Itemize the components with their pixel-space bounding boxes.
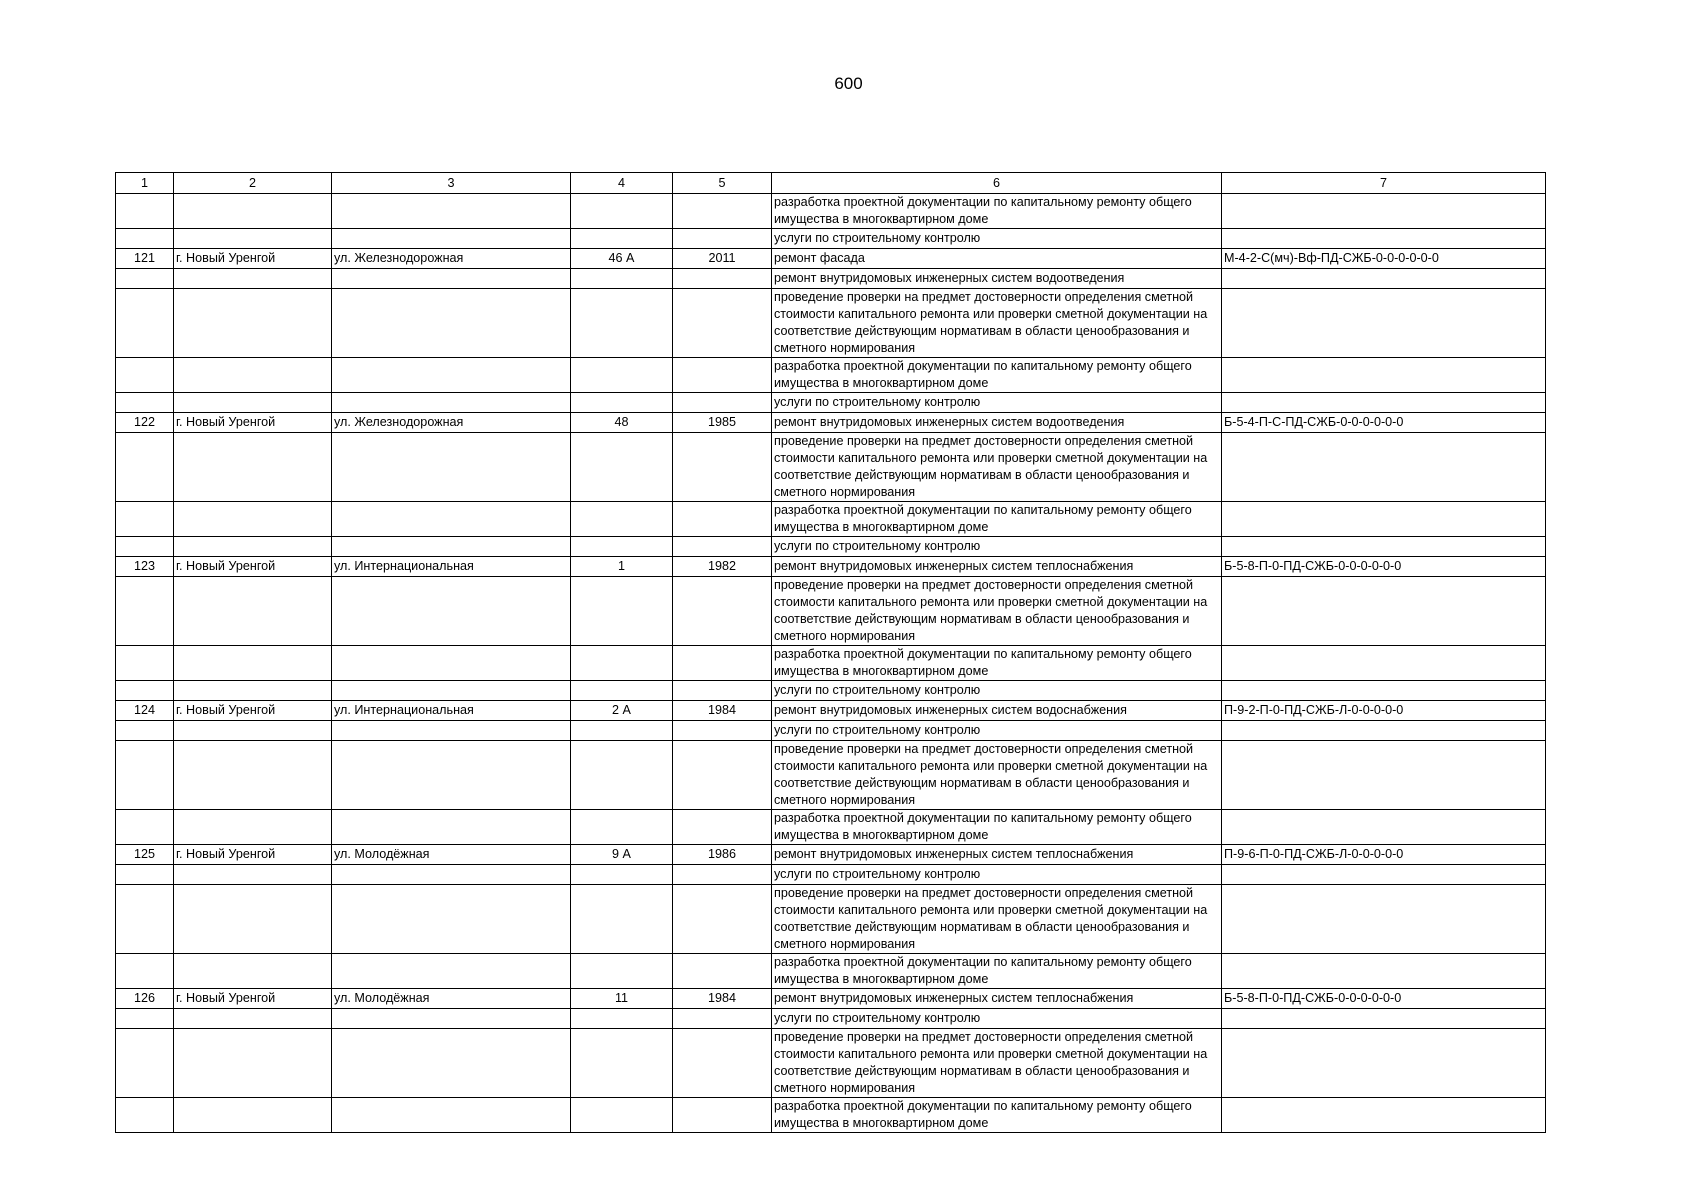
build-year-cell <box>673 1029 772 1098</box>
house-number-cell <box>571 1098 673 1133</box>
row-number-cell: 125 <box>116 845 174 865</box>
street-cell <box>332 502 571 537</box>
city-cell: г. Новый Уренгой <box>174 249 332 269</box>
street-cell: ул. Интернациональная <box>332 701 571 721</box>
street-cell: ул. Интернациональная <box>332 557 571 577</box>
work-type-cell: услуги по строительному контролю <box>772 537 1222 557</box>
table-row <box>116 1098 1546 1133</box>
building-code-cell <box>1222 681 1546 701</box>
street-cell <box>332 289 571 358</box>
table-row <box>116 681 1546 701</box>
city-cell <box>174 721 332 741</box>
table-row <box>116 229 1546 249</box>
city-cell <box>174 865 332 885</box>
row-number-cell <box>116 537 174 557</box>
city-cell <box>174 885 332 954</box>
row-number-cell <box>116 229 174 249</box>
table-row <box>116 413 1546 433</box>
build-year-cell: 1982 <box>673 557 772 577</box>
table-row <box>116 194 1546 229</box>
row-number-cell: 126 <box>116 989 174 1009</box>
street-cell <box>332 1009 571 1029</box>
building-code-cell <box>1222 194 1546 229</box>
work-type-cell: разработка проектной документации по капитальному ремонту общего имущества в многоквартирном доме <box>772 810 1222 845</box>
table-row <box>116 1009 1546 1029</box>
city-cell <box>174 229 332 249</box>
work-type-cell: разработка проектной документации по капитальному ремонту общего имущества в многоквартирном доме <box>772 646 1222 681</box>
house-number-cell <box>571 537 673 557</box>
city-cell: г. Новый Уренгой <box>174 701 332 721</box>
house-number-cell <box>571 954 673 989</box>
street-cell <box>332 1029 571 1098</box>
row-number-cell <box>116 269 174 289</box>
city-cell <box>174 1029 332 1098</box>
work-type-cell: услуги по строительному контролю <box>772 865 1222 885</box>
work-type-cell: разработка проектной документации по капитальному ремонту общего имущества в многоквартирном доме <box>772 1098 1222 1133</box>
house-number-cell <box>571 865 673 885</box>
column-number: 7 <box>1222 173 1546 194</box>
work-type-cell: ремонт внутридомовых инженерных систем водоотведения <box>772 269 1222 289</box>
street-cell <box>332 865 571 885</box>
work-type-cell: услуги по строительному контролю <box>772 229 1222 249</box>
building-code-cell: Б-5-8-П-0-ПД-СЖБ-0-0-0-0-0-0 <box>1222 989 1546 1009</box>
table-body <box>116 173 1546 1133</box>
city-cell: г. Новый Уренгой <box>174 413 332 433</box>
work-type-cell: разработка проектной документации по капитальному ремонту общего имущества в многоквартирном доме <box>772 502 1222 537</box>
city-cell <box>174 433 332 502</box>
work-type-cell: ремонт внутридомовых инженерных систем теплоснабжения <box>772 989 1222 1009</box>
street-cell <box>332 810 571 845</box>
street-cell <box>332 433 571 502</box>
row-number-cell <box>116 885 174 954</box>
building-code-cell: Б-5-4-П-С-ПД-СЖБ-0-0-0-0-0-0 <box>1222 413 1546 433</box>
build-year-cell <box>673 537 772 557</box>
row-number-cell <box>116 433 174 502</box>
table-row <box>116 865 1546 885</box>
building-code-cell <box>1222 269 1546 289</box>
street-cell <box>332 954 571 989</box>
build-year-cell: 1984 <box>673 989 772 1009</box>
house-number-cell <box>571 577 673 646</box>
table-row <box>116 885 1546 954</box>
build-year-cell <box>673 393 772 413</box>
row-number-cell <box>116 721 174 741</box>
work-type-cell: ремонт внутридомовых инженерных систем теплоснабжения <box>772 845 1222 865</box>
building-code-cell <box>1222 646 1546 681</box>
row-number-cell <box>116 194 174 229</box>
building-code-cell <box>1222 433 1546 502</box>
work-type-cell: разработка проектной документации по капитальному ремонту общего имущества в многоквартирном доме <box>772 954 1222 989</box>
table-row <box>116 289 1546 358</box>
street-cell <box>332 577 571 646</box>
row-number-cell <box>116 289 174 358</box>
column-number: 5 <box>673 173 772 194</box>
build-year-cell <box>673 1009 772 1029</box>
table-row <box>116 721 1546 741</box>
work-type-cell: ремонт фасада <box>772 249 1222 269</box>
house-number-cell <box>571 646 673 681</box>
work-type-cell: услуги по строительному контролю <box>772 393 1222 413</box>
house-number-cell <box>571 1009 673 1029</box>
house-number-cell: 48 <box>571 413 673 433</box>
row-number-cell <box>116 1029 174 1098</box>
table-row <box>116 845 1546 865</box>
row-number-cell: 123 <box>116 557 174 577</box>
build-year-cell <box>673 681 772 701</box>
column-number: 6 <box>772 173 1222 194</box>
work-type-cell: проведение проверки на предмет достоверности определения сметной стоимости капитального ремонта или проверки сметной документации на соответствие действующим нормативам в области ценообразования и сметного нормирования <box>772 1029 1222 1098</box>
street-cell <box>332 269 571 289</box>
build-year-cell <box>673 646 772 681</box>
city-cell <box>174 269 332 289</box>
build-year-cell <box>673 433 772 502</box>
city-cell <box>174 681 332 701</box>
build-year-cell: 2011 <box>673 249 772 269</box>
street-cell <box>332 537 571 557</box>
build-year-cell <box>673 810 772 845</box>
house-number-cell <box>571 358 673 393</box>
city-cell <box>174 358 332 393</box>
building-code-cell: М-4-2-С(мч)-Вф-ПД-СЖБ-0-0-0-0-0-0 <box>1222 249 1546 269</box>
work-type-cell: проведение проверки на предмет достоверности определения сметной стоимости капитального ремонта или проверки сметной документации на соответствие действующим нормативам в области ценообразования и сметного нормирования <box>772 885 1222 954</box>
house-number-cell <box>571 741 673 810</box>
table-row <box>116 249 1546 269</box>
build-year-cell: 1985 <box>673 413 772 433</box>
city-cell <box>174 577 332 646</box>
street-cell: ул. Молодёжная <box>332 845 571 865</box>
house-number-cell <box>571 269 673 289</box>
building-code-cell <box>1222 537 1546 557</box>
row-number-cell <box>116 502 174 537</box>
house-number-cell: 46 А <box>571 249 673 269</box>
row-number-cell: 124 <box>116 701 174 721</box>
column-number: 4 <box>571 173 673 194</box>
table-row <box>116 557 1546 577</box>
house-number-cell <box>571 229 673 249</box>
city-cell <box>174 810 332 845</box>
house-number-cell <box>571 393 673 413</box>
row-number-cell <box>116 1009 174 1029</box>
column-number: 3 <box>332 173 571 194</box>
street-cell: ул. Железнодорожная <box>332 413 571 433</box>
street-cell <box>332 885 571 954</box>
work-type-cell: услуги по строительному контролю <box>772 1009 1222 1029</box>
row-number-cell <box>116 741 174 810</box>
column-number: 1 <box>116 173 174 194</box>
work-type-cell: проведение проверки на предмет достоверности определения сметной стоимости капитального ремонта или проверки сметной документации на соответствие действующим нормативам в области ценообразования и сметного нормирования <box>772 741 1222 810</box>
street-cell: ул. Молодёжная <box>332 989 571 1009</box>
building-code-cell <box>1222 885 1546 954</box>
table-row <box>116 810 1546 845</box>
work-type-cell: услуги по строительному контролю <box>772 681 1222 701</box>
building-code-cell <box>1222 1029 1546 1098</box>
building-code-cell: П-9-6-П-0-ПД-СЖБ-Л-0-0-0-0-0 <box>1222 845 1546 865</box>
build-year-cell <box>673 885 772 954</box>
work-type-cell: разработка проектной документации по капитальному ремонту общего имущества в многоквартирном доме <box>772 194 1222 229</box>
table-row <box>116 433 1546 502</box>
row-number-cell <box>116 358 174 393</box>
build-year-cell <box>673 358 772 393</box>
building-code-cell: Б-5-8-П-0-ПД-СЖБ-0-0-0-0-0-0 <box>1222 557 1546 577</box>
building-code-cell <box>1222 741 1546 810</box>
city-cell <box>174 502 332 537</box>
city-cell <box>174 1098 332 1133</box>
building-code-cell <box>1222 577 1546 646</box>
row-number-cell <box>116 577 174 646</box>
building-code-cell <box>1222 1098 1546 1133</box>
street-cell <box>332 721 571 741</box>
building-code-cell <box>1222 1009 1546 1029</box>
street-cell <box>332 741 571 810</box>
build-year-cell <box>673 289 772 358</box>
table-row <box>116 1029 1546 1098</box>
build-year-cell <box>673 865 772 885</box>
table-row <box>116 358 1546 393</box>
build-year-cell: 1986 <box>673 845 772 865</box>
row-number-cell <box>116 646 174 681</box>
building-code-cell <box>1222 358 1546 393</box>
table-row <box>116 577 1546 646</box>
build-year-cell <box>673 502 772 537</box>
work-type-cell: ремонт внутридомовых инженерных систем водоотведения <box>772 413 1222 433</box>
work-type-cell: ремонт внутридомовых инженерных систем теплоснабжения <box>772 557 1222 577</box>
city-cell <box>174 1009 332 1029</box>
table-row <box>116 537 1546 557</box>
building-code-cell <box>1222 502 1546 537</box>
house-number-cell <box>571 289 673 358</box>
street-cell <box>332 229 571 249</box>
house-number-cell: 9 А <box>571 845 673 865</box>
build-year-cell <box>673 741 772 810</box>
work-type-cell: проведение проверки на предмет достоверности определения сметной стоимости капитального ремонта или проверки сметной документации на соответствие действующим нормативам в области ценообразования и сметного нормирования <box>772 433 1222 502</box>
work-type-cell: проведение проверки на предмет достоверности определения сметной стоимости капитального ремонта или проверки сметной документации на соответствие действующим нормативам в области ценообразования и сметного нормирования <box>772 577 1222 646</box>
row-number-cell <box>116 393 174 413</box>
city-cell: г. Новый Уренгой <box>174 557 332 577</box>
house-number-cell <box>571 681 673 701</box>
table-row <box>116 989 1546 1009</box>
table-row <box>116 954 1546 989</box>
table-row <box>116 393 1546 413</box>
row-number-cell <box>116 810 174 845</box>
house-number-cell <box>571 433 673 502</box>
row-number-cell <box>116 1098 174 1133</box>
column-number-row <box>116 173 1546 194</box>
street-cell <box>332 194 571 229</box>
city-cell <box>174 741 332 810</box>
building-code-cell <box>1222 721 1546 741</box>
street-cell <box>332 393 571 413</box>
build-year-cell <box>673 577 772 646</box>
row-number-cell <box>116 865 174 885</box>
house-number-cell <box>571 810 673 845</box>
house-number-cell: 2 А <box>571 701 673 721</box>
work-type-cell: проведение проверки на предмет достоверности определения сметной стоимости капитального ремонта или проверки сметной документации на соответствие действующим нормативам в области ценообразования и сметного нормирования <box>772 289 1222 358</box>
street-cell <box>332 646 571 681</box>
work-type-cell: разработка проектной документации по капитальному ремонту общего имущества в многоквартирном доме <box>772 358 1222 393</box>
build-year-cell <box>673 954 772 989</box>
row-number-cell <box>116 681 174 701</box>
building-code-cell <box>1222 810 1546 845</box>
city-cell <box>174 194 332 229</box>
building-code-cell <box>1222 393 1546 413</box>
work-type-cell: ремонт внутридомовых инженерных систем водоснабжения <box>772 701 1222 721</box>
house-number-cell: 11 <box>571 989 673 1009</box>
row-number-cell: 122 <box>116 413 174 433</box>
column-number: 2 <box>174 173 332 194</box>
city-cell <box>174 954 332 989</box>
build-year-cell <box>673 1098 772 1133</box>
build-year-cell <box>673 229 772 249</box>
city-cell <box>174 537 332 557</box>
street-cell <box>332 358 571 393</box>
work-type-cell: услуги по строительному контролю <box>772 721 1222 741</box>
build-year-cell <box>673 194 772 229</box>
house-number-cell <box>571 721 673 741</box>
city-cell: г. Новый Уренгой <box>174 845 332 865</box>
page-number: 600 <box>834 74 863 93</box>
street-cell <box>332 681 571 701</box>
house-number-cell: 1 <box>571 557 673 577</box>
street-cell <box>332 1098 571 1133</box>
house-number-cell <box>571 1029 673 1098</box>
row-number-cell <box>116 954 174 989</box>
city-cell <box>174 646 332 681</box>
build-year-cell: 1984 <box>673 701 772 721</box>
building-code-cell <box>1222 954 1546 989</box>
street-cell: ул. Железнодорожная <box>332 249 571 269</box>
city-cell <box>174 393 332 413</box>
building-code-cell <box>1222 865 1546 885</box>
building-code-cell: П-9-2-П-0-ПД-СЖБ-Л-0-0-0-0-0 <box>1222 701 1546 721</box>
row-number-cell: 121 <box>116 249 174 269</box>
table-row <box>116 646 1546 681</box>
repair-works-table <box>115 172 1546 1133</box>
building-code-cell <box>1222 229 1546 249</box>
table-row <box>116 502 1546 537</box>
building-code-cell <box>1222 289 1546 358</box>
table-row <box>116 701 1546 721</box>
table-row <box>116 741 1546 810</box>
city-cell <box>174 289 332 358</box>
house-number-cell <box>571 885 673 954</box>
build-year-cell <box>673 269 772 289</box>
house-number-cell <box>571 502 673 537</box>
house-number-cell <box>571 194 673 229</box>
build-year-cell <box>673 721 772 741</box>
table-row <box>116 269 1546 289</box>
city-cell: г. Новый Уренгой <box>174 989 332 1009</box>
